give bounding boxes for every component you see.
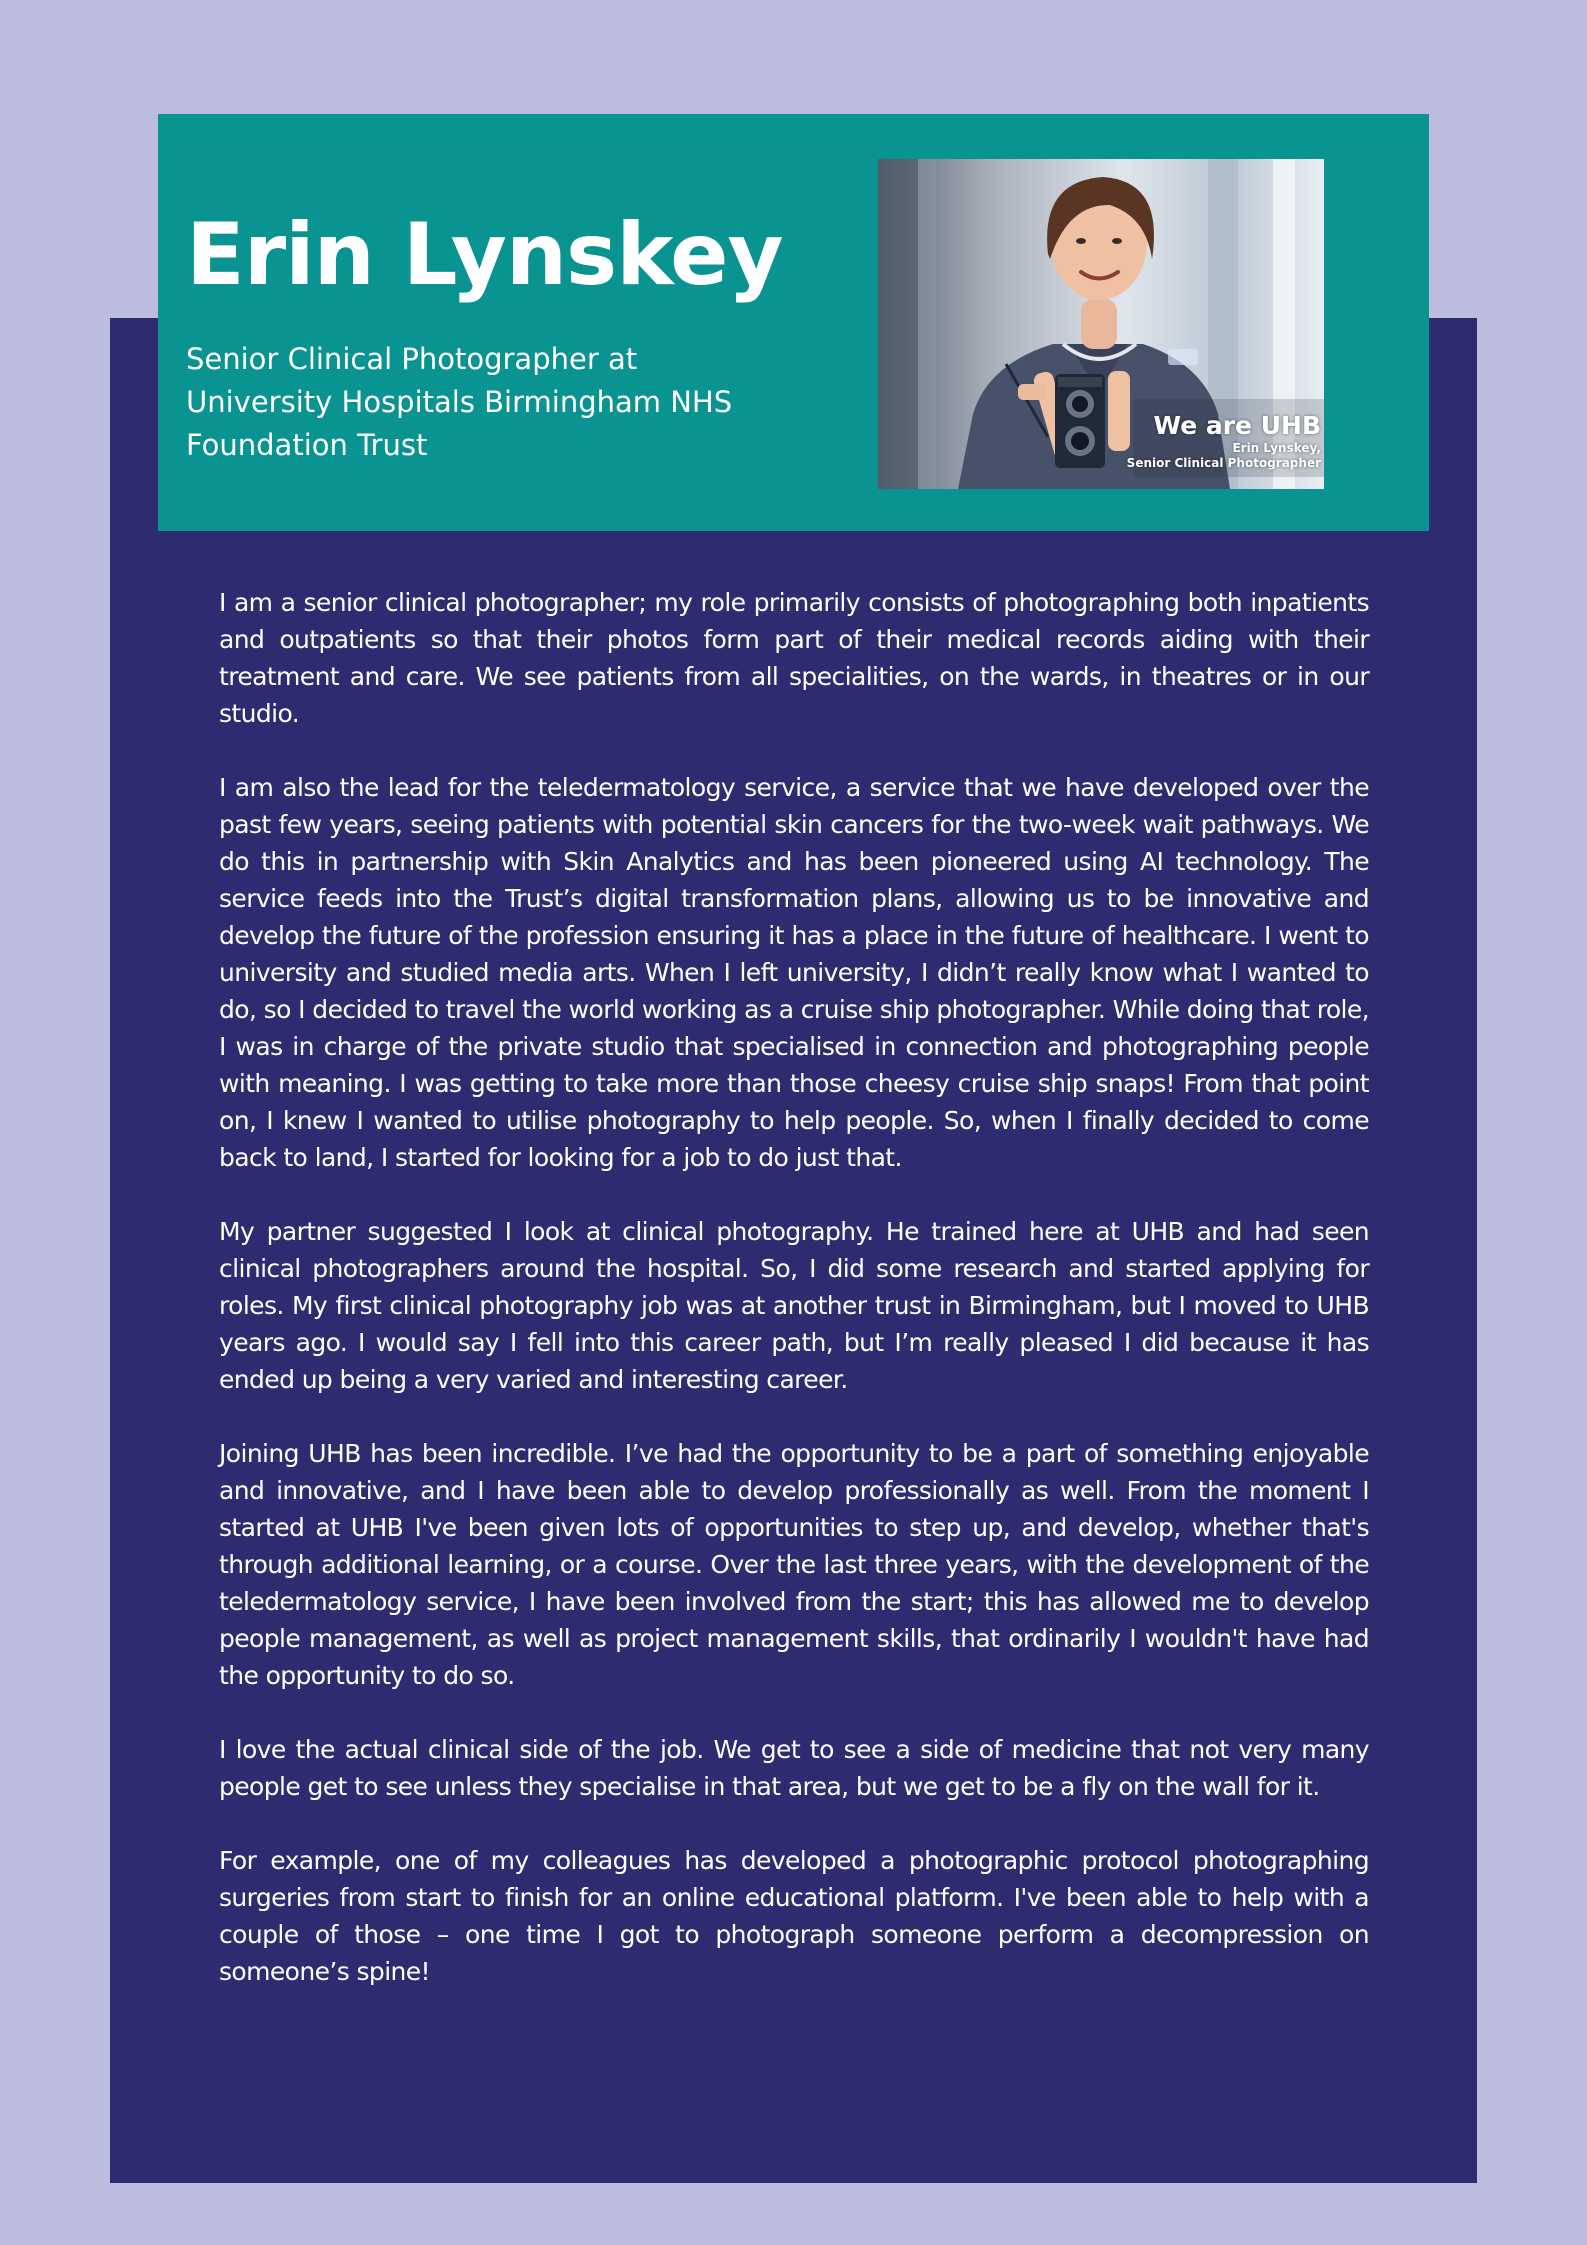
paragraph-3: My partner suggested I look at clinical photography. He trained here at UHB and had seen clinical photographers around the hospital. So, I did some research and started applying for roles. My first clinical photography job was at another trust in Birmingham, but I moved to UHB years ago. I would say I fell into this career path, but I’m really pleased I did because it has ended up being a very varied and interesting career. bbox=[219, 1217, 1369, 1394]
profile-photo bbox=[878, 159, 1324, 489]
paragraph-5: I love the actual clinical side of the job. We get to see a side of medicine that not very many people get to see unless they specialise in that area, but we get to be a fly on the wall for it. bbox=[219, 1735, 1369, 1801]
photo-caption bbox=[1127, 411, 1321, 471]
profile-role: Senior Clinical Photographer at University Hospitals Birmingham NHS Foundation Trust bbox=[186, 342, 733, 462]
profile-header bbox=[158, 114, 1429, 531]
photo-caption-name: Erin Lynskey, bbox=[1232, 441, 1321, 455]
paragraph-6: For example, one of my colleagues has developed a photographic protocol photographing surgeries from start to finish for an online educational platform. I've been able to help with a couple of those – one time I got to photograph someone perform a decompression on someone’s spine! bbox=[219, 1846, 1369, 1986]
paragraph-4: Joining UHB has been incredible. I’ve had the opportunity to be a part of something enjoyable and innovative, and I have been able to develop professionally as well. From the moment I started at UHB I've been given lots of opportunities to step up, and develop, whether that's through additional learning, or a course. Over the last three years, with the development of the teledermatology service, I have been involved from the start; this has allowed me to develop people management, as well as project management skills, that ordinarily I wouldn't have had the opportunity to do so. bbox=[219, 1439, 1369, 1690]
photo-caption-role: Senior Clinical Photographer bbox=[1126, 456, 1321, 470]
paragraph-1: I am a senior clinical photographer; my role primarily consists of photographing both inpatients and outpatients so that their photos form part of their medical records aiding with their treatment and care. We see patients from all specialities, on the wards, in theatres or in our studio. bbox=[219, 588, 1369, 728]
photo-caption-title: We are UHB bbox=[1153, 411, 1321, 440]
profile-name: Erin Lynskey bbox=[186, 205, 783, 305]
paragraph-2: I am also the lead for the teledermatology service, a service that we have developed over the past few years, seeing patients with potential skin cancers for the two-week wait pathways. We do this in partnership with Skin Analytics and has been pioneered using AI technology. The service feeds into the Trust’s digital transformation plans, allowing us to be innovative and develop the future of the profession ensuring it has a place in the future of healthcare. I went to university and studied media arts. When I left university, I didn’t really know what I wanted to do, so I decided to travel the world working as a cruise ship photographer. While doing that role, I was in charge of the private studio that specialised in connection and photographing people with meaning. I was getting to take more than those cheesy cruise ship snaps! From that point on, I knew I wanted to utilise photography to help people. So, when I finally decided to come back to land, I started for looking for a job to do just that. bbox=[219, 773, 1369, 1172]
article-body bbox=[219, 584, 1369, 2027]
